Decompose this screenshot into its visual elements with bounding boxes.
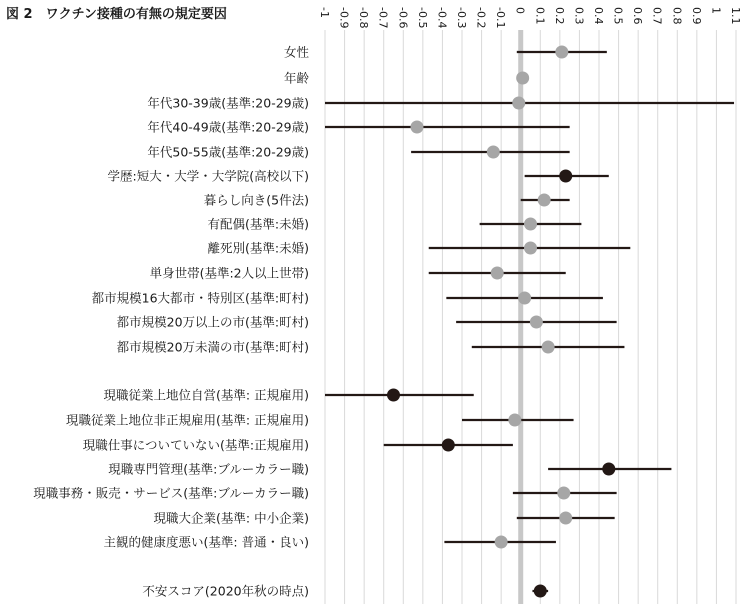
- x-tick-label: 0: [513, 7, 527, 14]
- estimate-point: [491, 267, 504, 280]
- x-tick-label: 1: [709, 7, 723, 14]
- row-label: 年齢: [283, 70, 309, 86]
- row-label: 年代40-49歳(基準:20-29歳): [147, 119, 309, 135]
- row-label: 現職大企業(基準: 中小企業): [153, 510, 309, 526]
- row-label: 暮らし向き(5件法): [203, 192, 309, 208]
- estimate-point: [542, 341, 555, 354]
- forest-row: [66, 413, 574, 428]
- row-label: 主観的健康度悪い(基準: 普通・良い): [103, 534, 309, 550]
- estimate-point: [508, 414, 521, 427]
- estimate-point: [557, 487, 570, 500]
- x-tick-label: 0.1: [533, 7, 547, 25]
- forest-row: [284, 45, 607, 60]
- x-tick-label: -0.1: [494, 7, 508, 29]
- row-label: 離死別(基準:未婚): [207, 240, 309, 256]
- forest-row: [108, 169, 609, 184]
- forest-row: [83, 438, 513, 453]
- significant-estimate-point: [602, 463, 615, 476]
- estimate-point: [538, 194, 551, 207]
- forest-row: [208, 241, 631, 256]
- row-label: 現職事務・販売・サービス(基準:ブルーカラー職): [33, 485, 309, 501]
- estimate-point: [516, 72, 529, 85]
- x-axis-tick-labels: [318, 7, 742, 28]
- x-tick-label: -0.3: [455, 7, 468, 29]
- row-label: 女性: [283, 44, 309, 60]
- x-tick-label: -0.7: [376, 7, 390, 29]
- forest-row: [117, 340, 625, 355]
- estimate-point: [559, 512, 572, 525]
- x-tick-label: 0.5: [611, 7, 625, 25]
- x-tick-label: 0.9: [689, 7, 703, 25]
- x-tick-label: -0.5: [415, 7, 429, 29]
- forest-row: [147, 120, 569, 135]
- x-tick-label: 0.2: [552, 7, 566, 25]
- forest-row: [108, 462, 671, 477]
- forest-row: [142, 584, 548, 599]
- row-label: 年代30-39歳(基準:20-29歳): [147, 95, 309, 111]
- estimate-point: [518, 292, 531, 305]
- row-label: 有配偶(基準:未婚): [207, 216, 309, 232]
- forest-row: [147, 145, 569, 160]
- row-label: 都市規模20万以上の市(基準:町村): [116, 314, 309, 330]
- figure-title: 図 2 ワクチン接種の有無の規定要因: [6, 7, 227, 22]
- x-tick-label: 0.3: [572, 7, 586, 25]
- forest-row: [147, 96, 734, 111]
- row-label: 不安スコア(2020年秋の時点): [142, 583, 309, 599]
- row-label: 年代50-55歳(基準:20-29歳): [147, 144, 309, 160]
- row-label: 都市規模20万未満の市(基準:町村): [116, 339, 309, 355]
- row-label: 現職従業上地位自営(基準: 正規雇用): [103, 387, 309, 403]
- row-label: 現職仕事についていない(基準:正規雇用): [82, 437, 309, 453]
- forest-row: [117, 315, 617, 330]
- x-tick-label: -0.9: [337, 7, 351, 29]
- estimate-point: [512, 97, 525, 110]
- estimate-point: [487, 146, 500, 159]
- x-tick-label: -0.8: [357, 7, 371, 29]
- x-tick-label: 0.6: [631, 7, 645, 25]
- significant-estimate-point: [559, 170, 572, 183]
- forest-row: [208, 217, 582, 232]
- x-tick-label: -1: [318, 7, 331, 18]
- estimate-point: [495, 536, 508, 549]
- row-label: 現職専門管理(基準:ブルーカラー職): [108, 461, 309, 477]
- estimate-point: [524, 242, 537, 255]
- forest-row: [284, 71, 529, 86]
- forest-row: [150, 266, 566, 281]
- x-tick-label: -0.4: [435, 7, 449, 29]
- row-label: 単身世帯(基準:2人以上世帯): [149, 265, 309, 281]
- significant-estimate-point: [387, 389, 400, 402]
- estimate-point: [555, 46, 568, 59]
- row-label: 学歴:短大・大学・大学院(高校以下): [107, 168, 309, 184]
- x-tick-label: -0.6: [396, 7, 410, 29]
- x-tick-label: 0.4: [592, 7, 605, 25]
- significant-estimate-point: [442, 439, 455, 452]
- forest-row: [104, 388, 474, 403]
- x-tick-label: 1.1: [729, 7, 742, 25]
- forest-row: [104, 535, 556, 550]
- forest-row: [204, 193, 570, 208]
- x-tick-label: 0.7: [650, 7, 664, 25]
- estimate-point: [530, 316, 543, 329]
- estimate-point: [410, 121, 423, 134]
- significant-estimate-point: [534, 585, 547, 598]
- row-label: 現職従業上地位非正規雇用(基準: 正規雇用): [66, 412, 309, 428]
- x-tick-label: 0.8: [670, 7, 684, 25]
- forest-row: [92, 291, 603, 306]
- estimate-point: [524, 218, 537, 231]
- x-tick-label: -0.2: [474, 7, 488, 29]
- row-label: 都市規模16大都市・特別区(基準:町村): [91, 290, 309, 306]
